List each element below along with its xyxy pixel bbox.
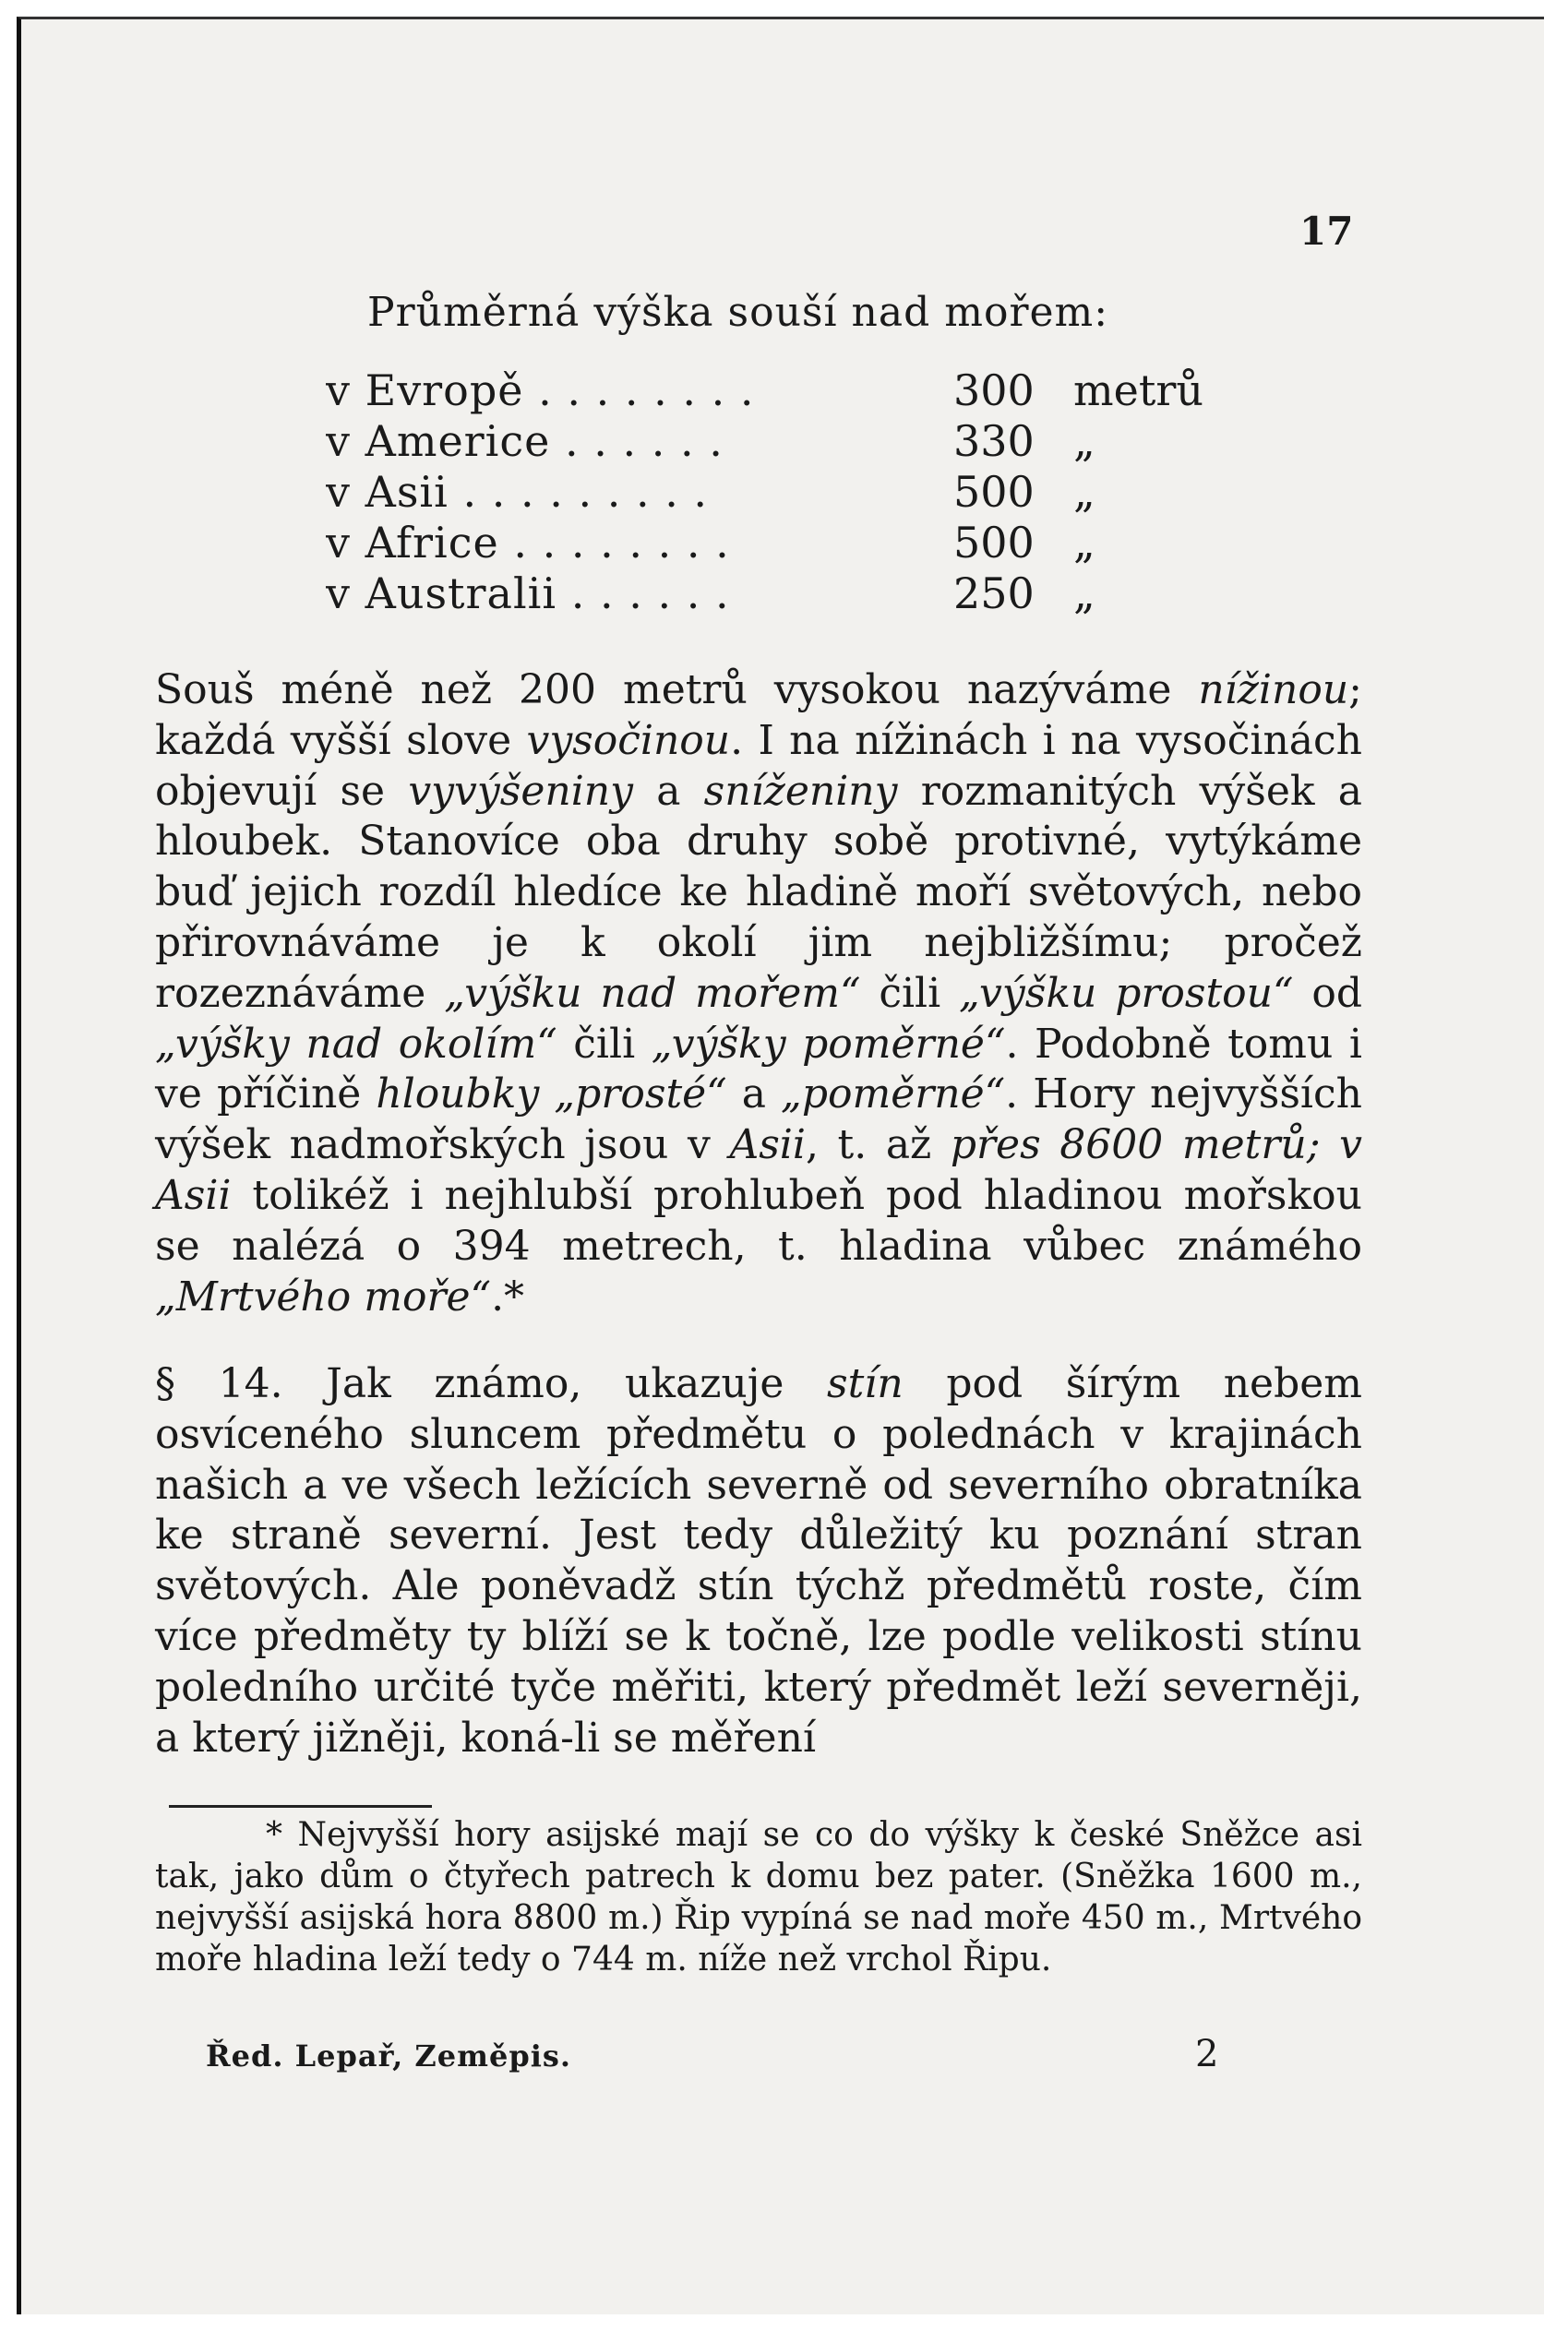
text-run: rozmanitých výšek a hloubek. Stanovíce oba druhy sobě protivné, vytýkáme buď jejich rozdíl hledíce ke hladině moří světových, nebo přirovnáváme je k okolí jim nejbližšímu; pročež rozeznáváme	[155, 767, 1362, 1017]
emphasis: sníženiny	[703, 767, 898, 815]
text-run: a	[726, 1070, 782, 1118]
text-run: čili	[557, 1020, 652, 1068]
text-run: Souš méně než 200 metrů vysokou nazýváme	[155, 666, 1199, 713]
altitude-value: 250	[953, 568, 1035, 618]
altitude-place: v Americe . . . . . .	[326, 416, 724, 466]
altitude-value: 500	[953, 518, 1035, 568]
text-run: ; každá vyšší slove	[155, 666, 1362, 764]
emphasis: „Mrtvého moře“	[155, 1273, 492, 1321]
emphasis: vysočinou	[526, 716, 731, 764]
altitude-row	[326, 568, 1258, 619]
altitude-unit: „	[1073, 416, 1095, 466]
book-page	[17, 17, 1544, 2314]
emphasis: „výšku prostou“	[959, 969, 1294, 1017]
altitude-value: 500	[953, 467, 1035, 517]
text-run: tolikéž i nejhlubší prohlubeň pod hladinou mořskou se nalézá o 394 metrech, t. hladina vůbec známého	[155, 1171, 1362, 1270]
altitude-row	[326, 467, 1258, 518]
text-run: . I na nížinách i na vysočinách objevují se	[155, 716, 1362, 815]
text-run: . Hory nejvyšších výšek nadmořských jsou v	[155, 1070, 1362, 1169]
emphasis: nížinou	[1198, 666, 1349, 713]
altitude-place: v Evropě . . . . . . . .	[326, 365, 755, 415]
altitude-table	[326, 365, 1258, 619]
altitude-place: v Australii . . . . . .	[326, 568, 730, 618]
emphasis: vyvýšeniny	[408, 767, 633, 815]
altitude-place: v Asii . . . . . . . . .	[326, 467, 709, 517]
footnote: * Nejvyšší hory asijské mají se co do výšky k české Sněžce asi tak, jako dům o čtyřech patrech k domu bez pater. (Sněžka 1600 m., nejvyšší asijská hora 8800 m.) Řip vypíná se nad moře 450 m., Mrtvého moře hladina leží tedy o 744 m. níže než vrchol Řipu.	[155, 1816, 1362, 1978]
page-number: 17	[1299, 209, 1354, 254]
section-heading: Průměrná výška souší nad mořem:	[367, 289, 1109, 336]
altitude-unit: „	[1073, 518, 1095, 568]
emphasis: „výšky poměrné“	[651, 1020, 1006, 1068]
paragraph-shadow	[155, 1359, 1362, 1763]
altitude-unit: metrů	[1073, 365, 1203, 415]
emphasis: stín	[827, 1360, 904, 1407]
altitude-value: 330	[953, 416, 1035, 466]
altitude-value: 300	[953, 365, 1035, 415]
emphasis: „výšky nad okolím“	[155, 1020, 557, 1068]
altitude-unit: „	[1073, 467, 1095, 517]
text-run: čili	[860, 969, 960, 1017]
altitude-row	[326, 518, 1258, 568]
text-run: pod šírým nebem osvíceného sluncem předmětu o polednách v krajinách našich a ve všech ležících severně od severního obratníka ke straně severní. Jest tedy důležitý ku poznání stran světových. Ale poněvadž stín týchž předmětů roste, čím více předměty ty blíží se k točně, lze podle velikosti stínu poledního určité tyče měřiti, který předmět leží severněji, a který jižněji, koná-li se měření	[155, 1360, 1362, 1762]
altitude-row	[326, 365, 1258, 416]
emphasis: „výšku nad mořem“	[444, 969, 861, 1017]
sheet-number: 2	[1195, 2033, 1219, 2075]
emphasis: „poměrné“	[781, 1070, 1006, 1118]
altitude-place: v Africe . . . . . . . .	[326, 518, 730, 568]
emphasis: hloubky „prosté“	[376, 1070, 727, 1118]
paragraph-lowlands	[155, 665, 1362, 1322]
text-run: , t. až	[805, 1121, 951, 1169]
text-run: a	[632, 767, 704, 815]
text-run: od	[1293, 969, 1362, 1017]
footnote-divider	[169, 1805, 432, 1808]
altitude-row	[326, 416, 1258, 467]
emphasis: Asii	[729, 1121, 806, 1169]
signature-line: Řed. Lepař, Zeměpis.	[206, 2038, 572, 2074]
text-run: .*	[491, 1273, 525, 1321]
altitude-unit: „	[1073, 568, 1095, 618]
text-run: . Podobně tomu i ve příčině	[155, 1020, 1362, 1118]
emphasis: přes 8600 metrů; v Asii	[155, 1121, 1362, 1219]
text-run: § 14. Jak známo, ukazuje	[155, 1360, 828, 1407]
